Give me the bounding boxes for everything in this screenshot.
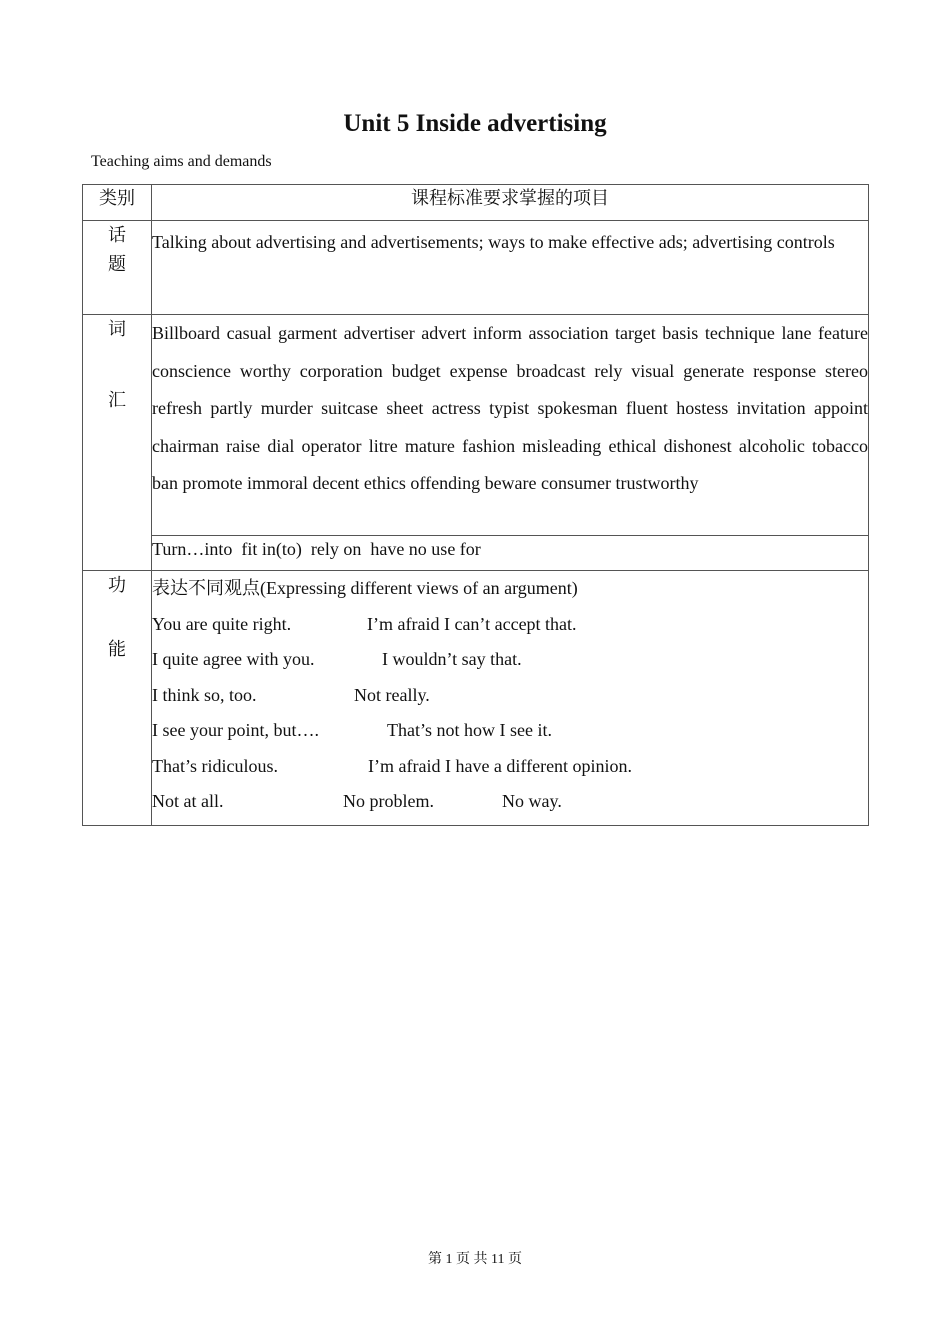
function-row bbox=[83, 571, 869, 826]
phrases-row bbox=[83, 536, 869, 571]
expression-a: I see your point, but…. bbox=[152, 720, 319, 740]
expression-b: I wouldn’t say that. bbox=[382, 649, 522, 669]
expression-a: I quite agree with you. bbox=[152, 649, 315, 669]
expression-b: I’m afraid I have a different opinion. bbox=[368, 755, 633, 776]
topic-text: Talking about advertising and advertisements; ways to make effective ads; advertising controls bbox=[152, 221, 869, 315]
function-line bbox=[152, 713, 868, 749]
topic-category-char-1: 话 bbox=[108, 225, 126, 245]
function-category-char-2: 能 bbox=[108, 639, 126, 659]
topic-category-char-2: 题 bbox=[108, 254, 126, 274]
function-heading: 表达不同观点(Expressing different views of an argument) bbox=[152, 578, 578, 598]
topic-category bbox=[83, 221, 152, 315]
vocabulary-category-char-2: 汇 bbox=[108, 390, 126, 410]
function-line bbox=[152, 784, 868, 820]
expression-a: I think so, too. bbox=[152, 684, 257, 705]
subtitle: Teaching aims and demands bbox=[91, 153, 272, 170]
header-content: 课程标准要求掌握的项目 bbox=[152, 185, 869, 221]
function-line bbox=[152, 642, 868, 678]
function-line bbox=[152, 749, 868, 785]
expression-a: Not at all. bbox=[152, 791, 224, 811]
vocabulary-category bbox=[83, 315, 152, 571]
expression-b: I’m afraid I can’t accept that. bbox=[367, 613, 577, 634]
expression-b: Not really. bbox=[354, 684, 430, 705]
vocabulary-phrases bbox=[152, 536, 869, 571]
function-line bbox=[152, 678, 868, 714]
header-category: 类别 bbox=[83, 185, 152, 221]
expression-c: No way. bbox=[502, 791, 562, 811]
page-title: Unit 5 Inside advertising bbox=[343, 110, 607, 137]
teaching-aims-table bbox=[82, 184, 869, 826]
function-content bbox=[152, 571, 869, 826]
expression-a: That’s ridiculous. bbox=[152, 755, 278, 776]
vocabulary-category-char-1: 词 bbox=[108, 319, 126, 339]
phrases-text: Turn…into fit in(to) rely on have no use for bbox=[152, 539, 481, 559]
expression-a: You are quite right. bbox=[152, 613, 292, 634]
function-category-char-1: 功 bbox=[108, 575, 126, 595]
function-line bbox=[152, 607, 868, 643]
vocabulary-row bbox=[83, 315, 869, 536]
function-category bbox=[83, 571, 152, 826]
table-header-row bbox=[83, 185, 869, 221]
topic-row bbox=[83, 221, 869, 315]
expression-b: No problem. bbox=[343, 791, 434, 811]
expression-b: That’s not how I see it. bbox=[387, 720, 552, 740]
page-footer: 第 1 页 共 11 页 bbox=[428, 1252, 522, 1267]
vocabulary-words: Billboard casual garment advertiser advert inform association target basis technique lane feature conscience worthy corporation budget expense broadcast rely visual generate response stereo refresh partly murder suitcase sheet actress typist spokesman fluent hostess invitation appoint chairman raise dial operator litre mature fashion misleading ethical dishonest alcoholic tobacco ban promote immoral decent ethics offending beware consumer trustworthy bbox=[152, 315, 869, 536]
